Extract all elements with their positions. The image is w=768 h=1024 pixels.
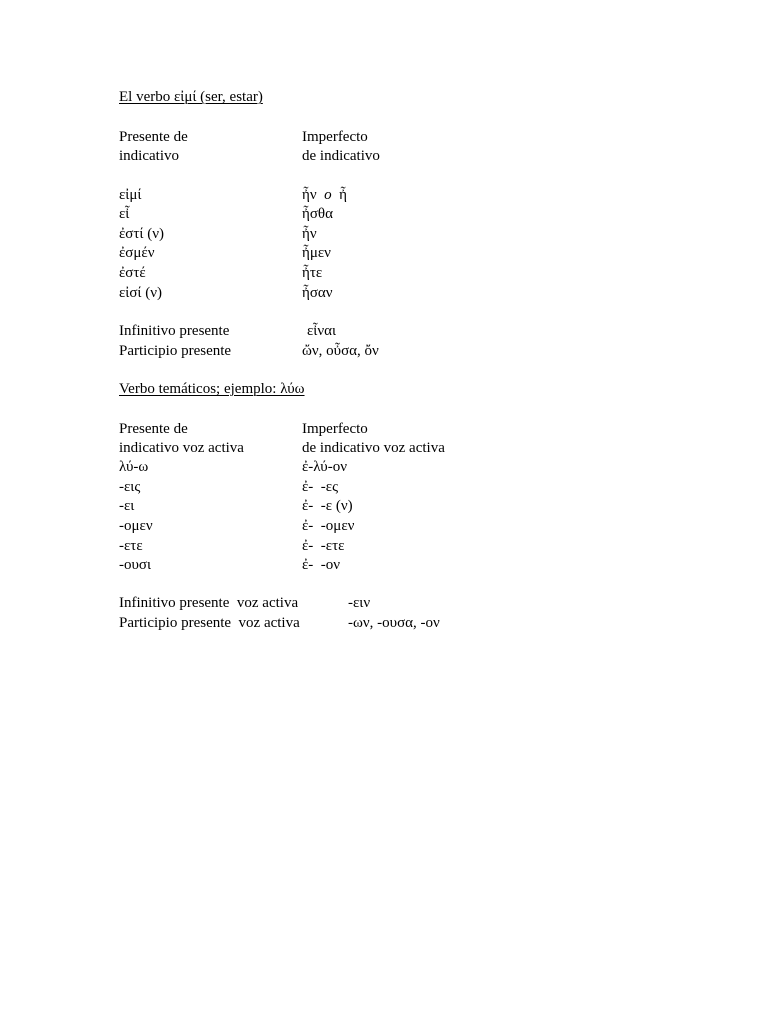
section2-present-1pl: -ομεν [119, 518, 153, 534]
section2-left-header-line1: Presente de [119, 421, 188, 437]
section2-participle-value: -ων, -ουσα, -ον [348, 615, 440, 631]
section2-participle-label: Participio presente voz activa [119, 615, 300, 631]
section1-present-1pl: ἐσμέν [119, 245, 155, 261]
section1-present-3pl: εἰσί (ν) [119, 285, 162, 301]
section1-imperfect-1sg [302, 186, 347, 205]
section1-title: El verbo εἰμί (ser, estar) [119, 89, 263, 105]
imperfect-conjunction: o [324, 187, 332, 203]
section2-present-3pl: -ουσι [119, 557, 152, 573]
section2-right-header-line2: de indicativo voz activa [302, 440, 445, 456]
section2-infinitive-label: Infinitivo presente voz activa [119, 595, 299, 611]
section2-left-header-line2: indicativo voz activa [119, 440, 244, 456]
section1-infinitive-value: εἶναι [307, 323, 337, 339]
section1-imperfect-2pl: ἦτε [302, 265, 323, 281]
section2-imperfect-3pl: ἐ- -ον [302, 557, 341, 573]
section2-imperfect-2sg: ἐ- -ες [302, 479, 339, 495]
section1-imperfect-2sg: ἦσθα [302, 206, 333, 222]
section1-right-header-line2: de indicativo [302, 148, 380, 164]
section2-imperfect-1sg: ἐ-λύ-ον [302, 459, 347, 475]
section2-present-2sg: -εις [119, 479, 141, 495]
section1-present-1sg: εἰμί [119, 187, 142, 203]
section2-imperfect-3sg: ἐ- -ε (ν) [302, 498, 353, 514]
section2-imperfect-2pl: ἐ- -ετε [302, 538, 345, 554]
section2-infinitive-value: -ειν [348, 595, 371, 611]
section1-present-2pl: ἐστέ [119, 265, 146, 281]
section2-present-2pl: -ετε [119, 538, 143, 554]
section2-title: Verbo temáticos; ejemplo: λύω [119, 381, 305, 397]
section1-present-2sg: εἶ [119, 206, 130, 222]
section2-imperfect-1pl: ἐ- -ομεν [302, 518, 355, 534]
section1-imperfect-3pl: ἦσαν [302, 285, 333, 301]
imperfect-form-alt: ἦ [339, 187, 347, 203]
section1-present-3sg: ἐστί (ν) [119, 226, 164, 242]
section1-imperfect-3sg: ἦν [302, 226, 317, 242]
section1-left-header-line1: Presente de [119, 129, 188, 145]
section1-left-header-line2: indicativo [119, 148, 179, 164]
imperfect-form-main: ἦν [302, 187, 317, 203]
section2-present-3sg: -ει [119, 498, 135, 514]
section1-infinitive-label: Infinitivo presente [119, 323, 230, 339]
section2-present-1sg: λύ-ω [119, 459, 149, 475]
section1-participle-label: Participio presente [119, 343, 232, 359]
section1-right-header-line1: Imperfecto [302, 129, 368, 145]
section1-participle-value: ὤν, οὖσα, ὄν [302, 343, 379, 359]
section2-right-header-line1: Imperfecto [302, 421, 368, 437]
section1-imperfect-1pl: ἦμεν [302, 245, 331, 261]
